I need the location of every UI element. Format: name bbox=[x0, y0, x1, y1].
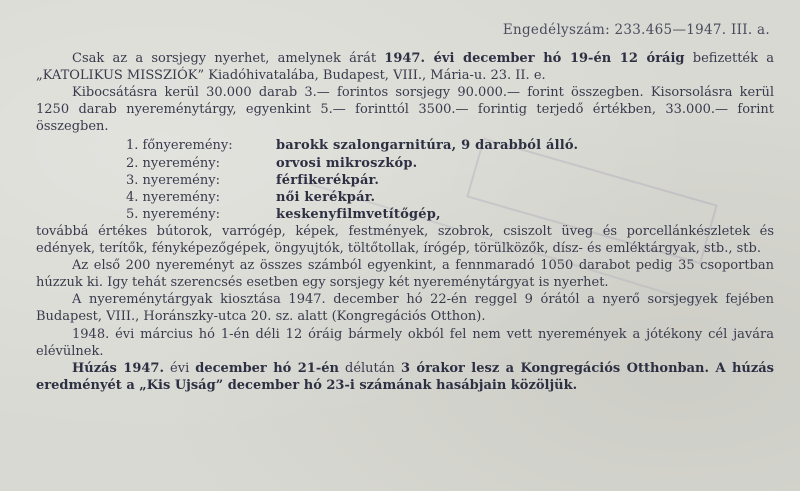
prize-item bbox=[126, 189, 774, 206]
drawing-date: december hó 21-én bbox=[195, 360, 339, 376]
prize-label: 1. főnyeremény: bbox=[126, 138, 233, 154]
prize-label: 3. nyeremény: bbox=[126, 172, 220, 188]
prize-item bbox=[126, 155, 774, 172]
expiry-paragraph: 1948. évi március hó 1-én déli 12 óráig bármely okból fel nem vett nyeremények a jótékony cél javára elévülnek. bbox=[36, 326, 774, 359]
issue-paragraph: Kibocsátásra kerül 30.000 darab 3.— forintos sorsjegy 90.000.— forint összegben. Kisorsolásra kerül 1250 darab nyereménytárgy, egyenkint 5.— forinttól 3500.— forintig terjedő értékben, 33.000.— forint összegben. bbox=[36, 85, 774, 135]
prize-item bbox=[126, 206, 774, 223]
drawing-text: évi bbox=[164, 360, 196, 376]
permit-number: Engedélyszám: 233.465—1947. III. a. bbox=[502, 22, 770, 38]
distribution-paragraph: A nyereménytárgyak kiosztása 1947. december hó 22-én reggel 9 órától a nyerő sorsjegyek fejében Budapest, VIII., Horánszky-utca 20. sz. alatt (Kongregációs Otthon). bbox=[36, 292, 774, 325]
prize-label: 4. nyeremény: bbox=[126, 189, 220, 205]
prize-label: 2. nyeremény: bbox=[126, 155, 220, 171]
prize-item bbox=[126, 137, 774, 154]
prize-value: női kerékpár. bbox=[276, 189, 376, 205]
prize-value: barokk szalongarnitúra, 9 darabból álló. bbox=[276, 138, 579, 154]
prize-value: orvosi mikroszkóp. bbox=[276, 155, 418, 171]
drawing-announcement bbox=[36, 360, 774, 394]
other-prizes-paragraph: továbbá értékes bútorok, varrógép, képek, festmények, szobrok, csiszolt üveg és porcellánkészletek és edények, terítők, fényképezőgépek, öngyujtók, töltőtollak, írógép, törülközők, dísz- és emléktárgyak, stb., stb. bbox=[36, 223, 774, 257]
payment-deadline: 1947. évi december hó 19-én 12 óráig bbox=[384, 51, 685, 66]
prize-list bbox=[126, 137, 774, 222]
drawing-method-paragraph: Az első 200 nyereményt az összes számból egyenkint, a fennmaradó 1050 darabot pedig 35 csoportban húzzuk ki. Igy tehát szerencsés esetben egy sorsjegy két nyereménytárgyat is nyerhet. bbox=[36, 258, 774, 291]
drawing-text: délután bbox=[338, 360, 401, 376]
payment-text-start: Csak az a sorsjegy nyerhet, amelynek árát bbox=[72, 51, 385, 66]
prize-value: férfikerékpár. bbox=[276, 172, 380, 188]
prize-label: 5. nyeremény: bbox=[126, 206, 220, 222]
ticket-text bbox=[36, 50, 774, 394]
prize-value: keskenyfilmvetítőgép, bbox=[276, 206, 441, 222]
prize-item bbox=[126, 172, 774, 189]
drawing-year: Húzás 1947. bbox=[72, 360, 164, 376]
payment-paragraph bbox=[36, 50, 774, 84]
payment-text-end: befizették a „KATOLIKUS MISSZIÓK” Kiadóhivatalába, Budapest, VIII., Mária-u. 23. II. e. bbox=[36, 51, 775, 84]
drawing-details: 3 órakor lesz a Kongregációs Otthonban. A húzás eredményét a „Kis Ujság” december hó 23-i számának hasábjain közöljük. bbox=[36, 360, 774, 393]
